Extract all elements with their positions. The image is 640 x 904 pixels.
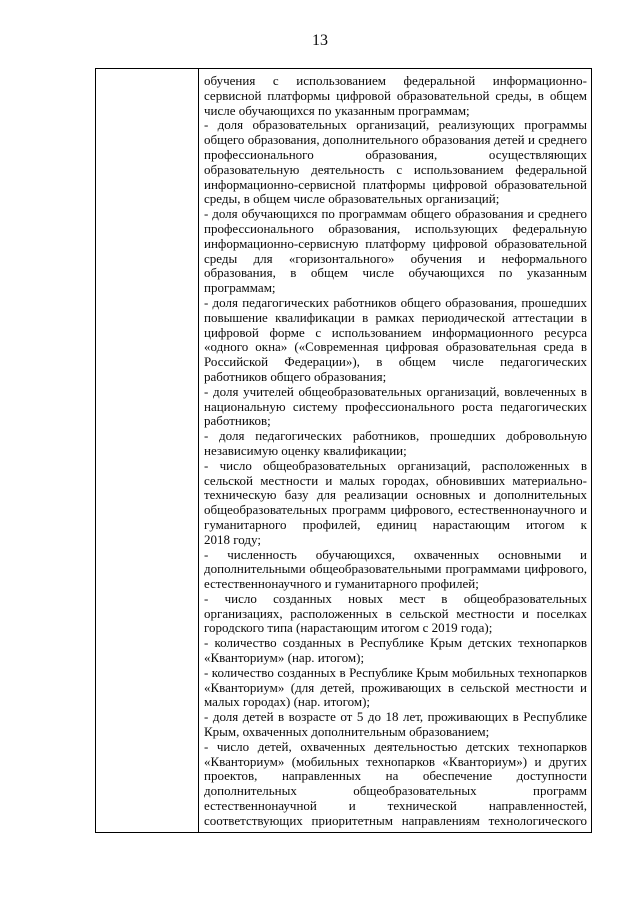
text-line: - число общеобразовательных организаций, расположенных в (204, 457, 587, 473)
text-line: естественнонаучной и технической направленностей, (204, 798, 587, 814)
text-line: сельской местности и малых городах, обновивших материально- (204, 472, 587, 488)
text-line: обучения с использованием федеральной информационно- (204, 73, 587, 88)
text-line: программам; (204, 280, 276, 296)
text-line: Российской Федерации»), в общем числе педагогических (204, 354, 587, 370)
paragraph (204, 207, 587, 296)
paragraph (204, 710, 587, 740)
table-cell-left (96, 69, 199, 832)
text-line: среды для «горизонтального» обучения и неформального (204, 250, 587, 266)
text-line: независимую оценку квалификации; (204, 442, 407, 458)
text-line: общего образования, дополнительного образования детей и среднего (204, 132, 587, 148)
text-line: «Кванториум» (нар. итогом); (204, 650, 365, 666)
text-line: 2018 году; (204, 531, 261, 547)
text-line: Крым, охваченных дополнительным образованием; (204, 724, 490, 740)
text-line: профессионального образования, использующих федеральную (204, 220, 587, 236)
paragraph (204, 74, 587, 118)
text-line: - количество созданных в Республике Крым мобильных технопарков (204, 664, 587, 680)
text-line: повышение квалификации в рамках периодической аттестации в (204, 309, 587, 325)
text-line: техническую базу для реализации основных и дополнительных (204, 487, 587, 503)
text-line: информационно-сервисную платформу цифровой образовательной (204, 235, 587, 251)
text-line: работников; (204, 413, 271, 429)
text-line: образовательную деятельность с использованием федеральной (204, 161, 587, 177)
text-line: «Кванториум» (для детей, проживающих в сельской местности и (204, 679, 587, 695)
paragraph (204, 296, 587, 385)
text-line: - доля обучающихся по программам общего образования и среднего (204, 206, 587, 222)
paragraph (204, 740, 587, 829)
paragraph (204, 459, 587, 548)
text-line: - число детей, охваченных деятельностью детских технопарков (204, 738, 587, 754)
paragraph (204, 666, 587, 710)
document-table (95, 68, 592, 833)
text-line: - число созданных новых мест в общеобразовательных (204, 590, 587, 606)
text-line: «Кванториум» (мобильных технопарков «Кванториум») и других (204, 753, 587, 769)
text-line: - доля учителей общеобразовательных организаций, вовлеченных в (204, 383, 587, 399)
text-line: образования, в общем числе обучающихся по указанным (204, 265, 587, 281)
text-line: - доля детей в возрасте от 5 до 18 лет, проживающих в Республике (204, 709, 587, 725)
text-line: числе обучающихся по указанным программам; (204, 102, 470, 118)
text-line: естественнонаучного и гуманитарного профилей; (204, 576, 479, 592)
text-line: сервисной платформы цифровой образовательной среды, в общем (204, 87, 587, 103)
text-line: соответствующих приоритетным направлениям технологического (204, 812, 587, 828)
text-line: - доля образовательных организаций, реализующих программы (204, 117, 587, 133)
page-number: 13 (312, 32, 328, 49)
table-cell-right (199, 69, 591, 832)
text-line: работников общего образования; (204, 368, 387, 384)
text-line: - доля педагогических работников общего образования, прошедших (204, 294, 587, 310)
text-line: общеобразовательных программ цифрового, естественнонаучного и (204, 502, 587, 518)
paragraph (204, 548, 587, 592)
paragraph (204, 592, 587, 636)
paragraph (204, 429, 587, 459)
text-line: цифровой форме с использованием информационного ресурса (204, 324, 587, 340)
paragraph (204, 118, 587, 207)
text-line: информационно-сервисной платформы цифровой образовательной (204, 176, 587, 192)
text-line: городского типа (нарастающим итогом с 2019 года); (204, 620, 493, 636)
text-line: малых городах) (нар. итогом); (204, 694, 371, 710)
text-line: - доля педагогических работников, прошедших добровольную (204, 428, 587, 444)
text-line: проектов, направленных на обеспечение доступности (204, 768, 587, 784)
text-line: - численность обучающихся, охваченных основными и (204, 546, 587, 562)
paragraph (204, 636, 587, 666)
text-line: среды, в общем числе образовательных организаций; (204, 191, 500, 207)
text-line: организациях, расположенных в сельской местности и поселках (204, 605, 587, 621)
text-line: «одного окна» («Современная цифровая образовательная среда в (204, 339, 587, 355)
text-line: национальную систему профессионального роста педагогических (204, 398, 587, 414)
text-line: гуманитарного профилей, единиц нарастающим итогом к (204, 516, 587, 532)
text-line: дополнительных общеобразовательных программ (204, 783, 587, 799)
text-line: дополнительными общеобразовательными программами цифрового, (204, 561, 587, 577)
text-line: - количество созданных в Республике Крым детских технопарков (204, 635, 587, 651)
paragraph (204, 385, 587, 429)
text-line: профессионального образования, осуществляющих (204, 146, 587, 162)
